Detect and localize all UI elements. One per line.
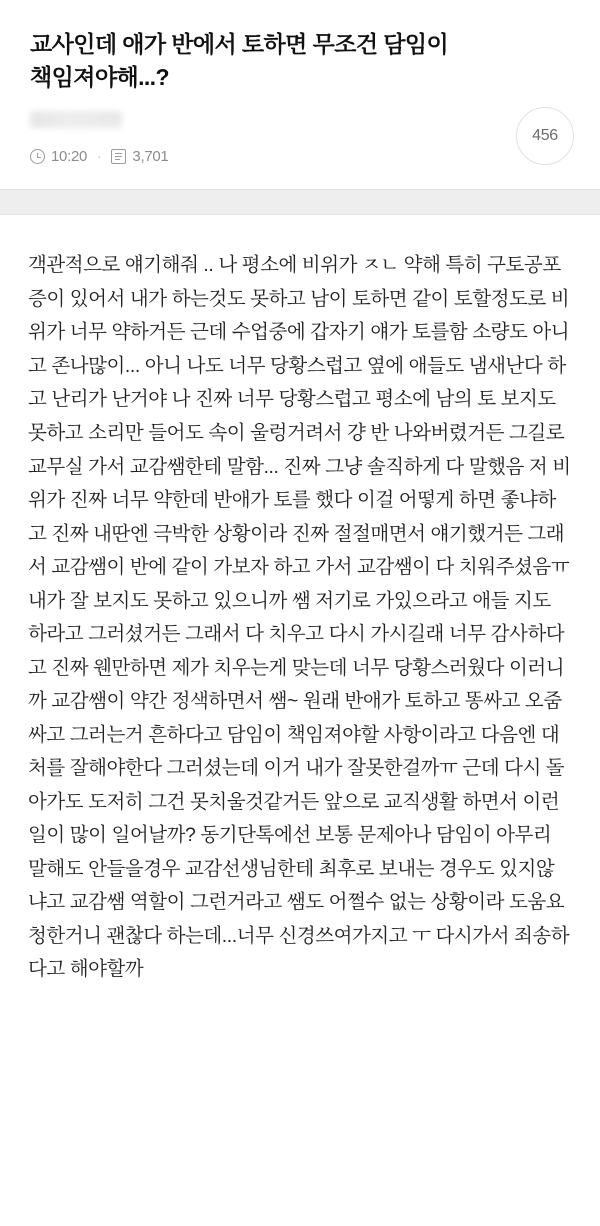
clock-icon <box>30 149 45 164</box>
post-views <box>111 148 168 165</box>
comment-count-badge[interactable]: 456 <box>516 107 574 165</box>
post-meta <box>30 148 168 165</box>
post-header <box>0 0 600 93</box>
page-title: 교사인데 애가 반에서 토하면 무조건 담임이 책임져야해...? <box>30 31 449 90</box>
post-views-label: 3,701 <box>132 147 169 165</box>
author-name-blurred <box>30 111 122 128</box>
meta-separator: · <box>97 148 102 165</box>
post-body-text: 객관적으로 얘기해줘 .. 나 평소에 비위가 ㅈㄴ 약해 특히 구토공포증이 있어서 내가 하는것도 못하고 남이 토하면 같이 토할정도로 비위가 너무 약하거든 근데 수업중에 갑자기 얘가 토를함 소량도 아니고 존나많이... 아니 나도 너무 당황스럽고 옆에 애들도 냄새난다 하고 난리가 난거야 나 진짜 너무 당황스럽고 평소에 남의 토 보지도못하고 소리만 들어도 속이 울렁거려서 걍 반 나와버렸거든 그길로 교무실 가서 교감쌤한테 말함... 진짜 그냥 솔직하게 다 말했음 저 비위가 진짜 너무 약한데 반애가 토를 했다 이걸 어떻게 하면 좋냐하고 진짜 내딴엔 극박한 상황이라 진짜 절절매면서 얘기했거든 그래서 교감쌤이 반에 같이 가보자 하고 가서 교감쌤이 다 치워주셨음ㅠ 내가 잘 보지도 못하고 있으니까 쌤 저기로 가있으라고 애들 지도 하라고 그러셨거든 그래서 다 치우고 다시 가시길래 너무 감사하다고 진짜 웬만하면 제가 치우는게 맞는데 너무 당황스러웠다 이러니까 교감쌤이 약간 정색하면서 쌤~ 원래 반애가 토하고 똥싸고 오줌싸고 그러는거 흔하다고 담임이 책임져야할 사항이라고 다음엔 대처를 잘해야한다 그러셨는데 이거 내가 잘못한걸까ㅠ 근데 다시 돌아가도 도저히 그건 못치울것같거든 앞으로 교직생활 하면서 이런일이 많이 일어날까? 동기단톡에선 보통 문제아나 담임이 아무리 말해도 안들을경우 교감선생님한테 최후로 보내는 경우도 있지않냐고 교감쌤 역할이 그런거라고 쌤도 어쩔수 없는 상황이라 도움요청한거니 괜찮다 하는데...너무 신경쓰여가지고 ㅜ 다시가서 죄송하다고 해야할까 <box>28 254 575 981</box>
post-body-wrap <box>0 215 600 1027</box>
section-divider <box>0 189 600 215</box>
post-meta-row <box>0 93 600 167</box>
post-time-label: 10:20 <box>51 147 88 165</box>
document-icon <box>111 149 126 164</box>
post-time <box>30 148 87 165</box>
